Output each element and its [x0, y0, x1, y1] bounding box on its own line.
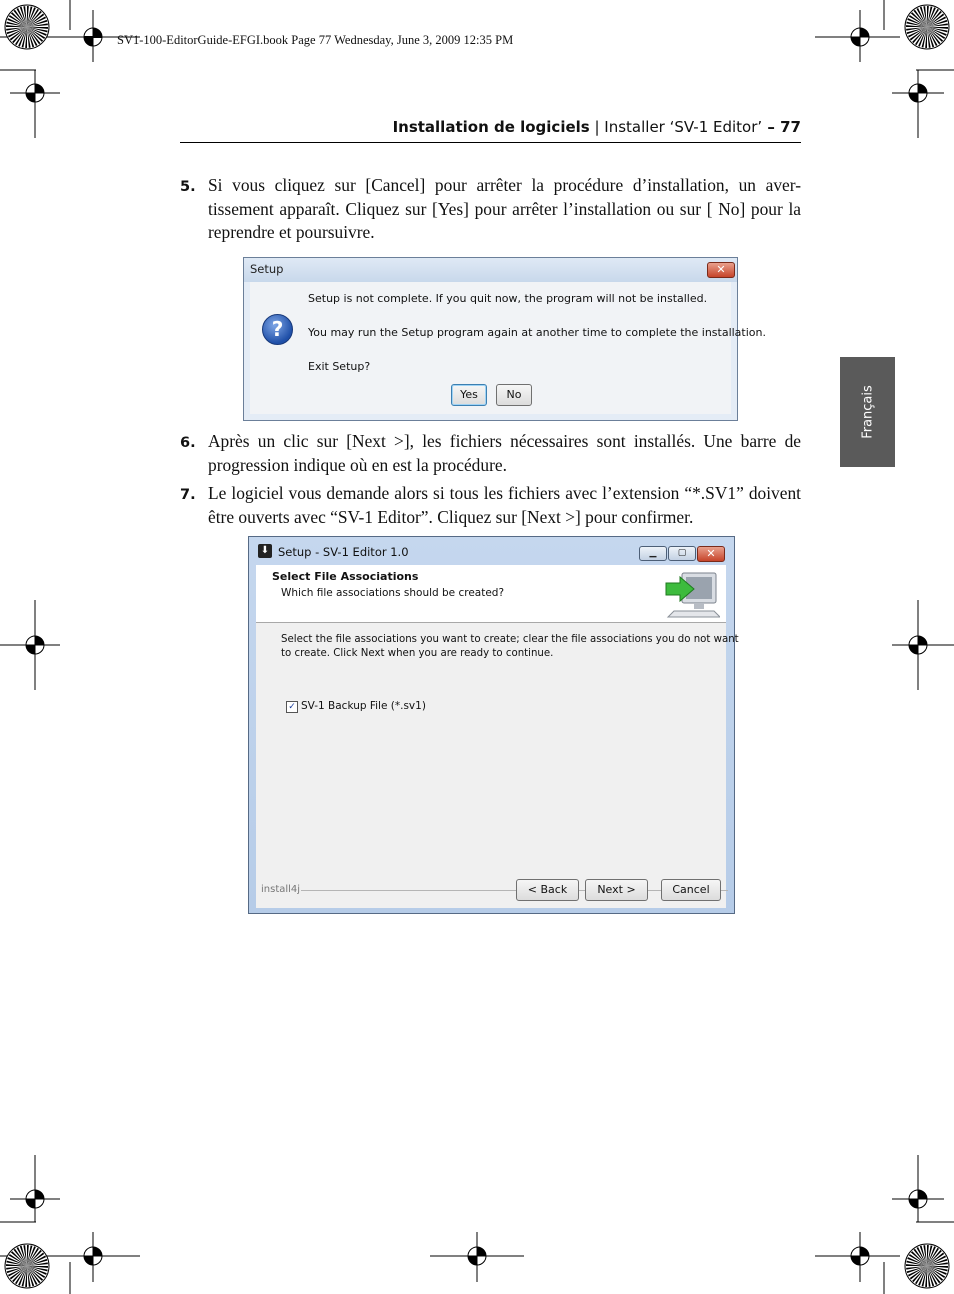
cancel-button[interactable]: Cancel	[661, 879, 721, 901]
dialog-titlebar	[244, 258, 737, 282]
window-title: Setup - SV-1 Editor 1.0	[278, 545, 409, 559]
header-dash: –	[762, 118, 781, 136]
step-5	[180, 174, 801, 245]
next-button[interactable]: Next >	[585, 879, 648, 901]
minimize-button[interactable]: ▁	[639, 546, 667, 561]
wizard-subheading: Which file associations should be created?	[281, 587, 505, 599]
instruction-text: Select the file associations you want to create; clear the file associations you do not want	[281, 634, 739, 645]
step-text: Après un clic sur [Next >], les fichiers nécessaires sont installés. Une barre de progression indique où en est la procédure.	[208, 431, 801, 475]
step-text: Le logiciel vous demande alors si tous les fichiers avec l’extension “*.SV1” doivent être ouverts avec “SV-1 Editor”. Cliquez sur [Next >] pour confirmer.	[208, 483, 801, 527]
close-button[interactable]: ✕	[707, 262, 735, 278]
computer-icon	[664, 569, 720, 619]
question-icon: ?	[262, 314, 293, 345]
sv1-association-checkbox[interactable]: ✓	[286, 701, 298, 713]
yes-button[interactable]: Yes	[451, 384, 487, 406]
close-button[interactable]: ✕	[697, 546, 725, 562]
maximize-button[interactable]: ▢	[668, 546, 696, 561]
dialog-body	[250, 282, 766, 414]
header-separator: |	[589, 118, 605, 136]
installer-brand: install4j	[261, 884, 301, 895]
header-section: Installation de logiciels	[392, 118, 590, 136]
step-text: Si vous cliquez sur [Cancel] pour arrêter la procédure d’installation, un aver-tissement apparaît. Cliquez sur [Yes] pour arrêter l’installation ou sur [ No] pour la reprendre et poursuivre.	[208, 175, 801, 242]
step-number: 6.	[180, 435, 196, 451]
dialog-title: Setup	[250, 262, 284, 276]
print-slug: SV1-100-EditorGuide-EFGI.book Page 77 Wednesday, June 3, 2009 12:35 PM	[117, 33, 514, 47]
instruction-text: to create. Click Next when you are ready to continue.	[281, 648, 554, 659]
setup-exit-dialog	[243, 257, 766, 421]
dialog-message: Exit Setup?	[308, 360, 371, 373]
step-number: 7.	[180, 487, 196, 503]
wizard-heading: Select File Associations	[272, 570, 419, 583]
back-button[interactable]: < Back	[516, 879, 579, 901]
header-subsection: Installer ‘SV-1 Editor’	[604, 118, 763, 136]
wizard-client	[256, 565, 739, 908]
running-header	[180, 118, 801, 143]
dialog-message: You may run the Setup program again at another time to complete the installation.	[308, 326, 766, 339]
language-tab-label: Français	[860, 385, 875, 439]
language-tab	[840, 357, 895, 467]
step-number: 5.	[180, 179, 196, 195]
installer-icon: ⬇	[258, 544, 272, 558]
page-number: 77	[780, 118, 801, 136]
step-7	[180, 482, 801, 529]
no-button[interactable]: No	[496, 384, 532, 406]
dialog-message: Setup is not complete. If you quit now, the program will not be installed.	[308, 292, 708, 305]
wizard-header	[256, 565, 726, 623]
step-6	[180, 430, 801, 477]
setup-wizard-window	[248, 536, 739, 914]
checkbox-label[interactable]: SV-1 Backup File (*.sv1)	[301, 700, 426, 712]
